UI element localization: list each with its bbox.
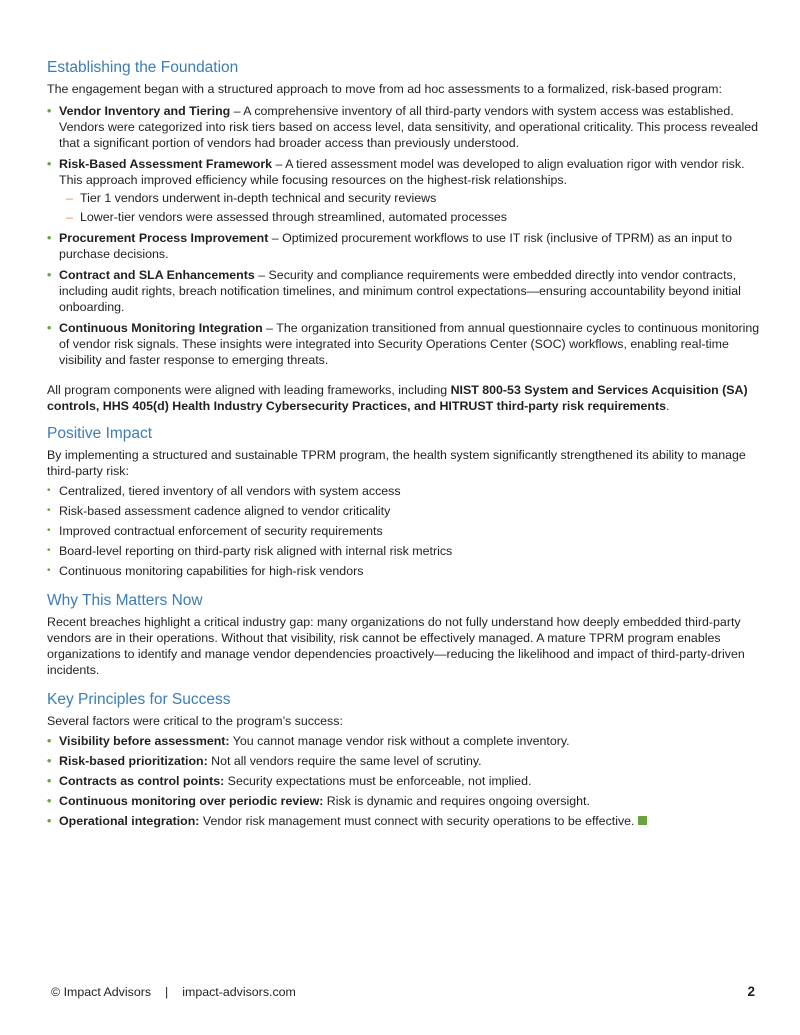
sub-list bbox=[59, 190, 763, 225]
item-text: Vendor risk management must connect with security operations to be effective. bbox=[199, 814, 635, 828]
impact-intro: By implementing a structured and sustainable TPRM program, the health system significantly strengthened its ability to manage third-party risk: bbox=[47, 448, 746, 478]
list-item: • Centralized, tiered inventory of all vendors with system access bbox=[47, 483, 763, 499]
list-item: • Board-level reporting on third-party risk aligned with internal risk metrics bbox=[47, 543, 763, 559]
item-text: – A comprehensive inventory of all third-party vendors with system access was established. Vendors were categorized into risk tiers based on access level, data sensitivity, and operational criticality. This process revealed that a significant portion of vendors had broader access than previously understood. bbox=[59, 104, 759, 150]
item-title: Continuous Monitoring Integration bbox=[59, 321, 263, 335]
item-text: Risk is dynamic and requires ongoing oversight. bbox=[323, 794, 590, 808]
frameworks-list: NIST 800-53 System and Services Acquisition (SA) controls, HHS 405(d) Health Industry Cybersecurity Practices, and HITRUST third-party risk requirements bbox=[47, 383, 748, 413]
item-text: – Optimized procurement workflows to use IT risk (inclusive of TPRM) as an input to purchase decisions. bbox=[59, 231, 733, 261]
list-item bbox=[47, 733, 763, 749]
principles-list bbox=[47, 733, 763, 829]
frameworks-lead: All program components were aligned with leading frameworks, including bbox=[47, 383, 451, 397]
item-title: Operational integration: bbox=[59, 814, 200, 828]
footer-separator: | bbox=[165, 985, 169, 999]
item-text: – The organization transitioned from annual questionnaire cycles to continuous monitoring of vendor risk signals. These insights were integrated into Security Operations Center (SOC) workflows, enabling real-time visibility and faster response to emerging threats. bbox=[59, 321, 760, 367]
list-item bbox=[47, 156, 763, 225]
impact-list bbox=[47, 483, 763, 579]
list-item: • Improved contractual enforcement of security requirements bbox=[47, 523, 763, 539]
item-title: Procurement Process Improvement bbox=[59, 231, 269, 245]
item-text: Security expectations must be enforceable, not implied. bbox=[224, 774, 532, 788]
list-item: • Continuous monitoring capabilities for high-risk vendors bbox=[47, 563, 763, 579]
list-item bbox=[47, 320, 763, 368]
item-text: You cannot manage vendor risk without a complete inventory. bbox=[229, 734, 570, 748]
footer-copyright: © Impact Advisors bbox=[51, 985, 152, 999]
sub-list-item: – Lower-tier vendors were assessed through streamlined, automated processes bbox=[59, 209, 763, 225]
foundation-intro: The engagement began with a structured approach to move from ad hoc assessments to a formalized, risk-based program: bbox=[47, 82, 722, 96]
frameworks-end: . bbox=[666, 399, 670, 413]
list-item bbox=[47, 267, 763, 315]
item-title: Risk-Based Assessment Framework bbox=[59, 157, 273, 171]
document-body bbox=[47, 58, 763, 829]
frameworks-paragraph bbox=[47, 382, 763, 414]
item-text: – Security and compliance requirements were embedded directly into vendor contracts, including audit rights, breach notification timelines, and minimum control expectations—ensuring accountability beyond initial onboarding. bbox=[59, 268, 741, 314]
footer-left bbox=[51, 984, 296, 1000]
item-text: – A tiered assessment model was developed to align evaluation rigor with vendor risk. This approach improved efficiency while focusing resources on the highest-risk relationships. bbox=[59, 157, 745, 187]
item-title: Vendor Inventory and Tiering bbox=[59, 104, 231, 118]
item-text: Not all vendors require the same level of scrutiny. bbox=[207, 754, 482, 768]
list-item: • Risk-based assessment cadence aligned to vendor criticality bbox=[47, 503, 763, 519]
section-heading-why: Why This Matters Now bbox=[47, 592, 203, 609]
footer-website-link[interactable]: impact-advisors.com bbox=[182, 985, 296, 999]
list-item bbox=[47, 103, 763, 151]
list-item bbox=[47, 753, 763, 769]
list-item bbox=[47, 230, 763, 262]
item-title: Visibility before assessment: bbox=[59, 734, 230, 748]
list-item bbox=[47, 773, 763, 789]
end-mark-square-icon bbox=[638, 816, 647, 825]
list-item bbox=[47, 813, 763, 829]
why-paragraph: Recent breaches highlight a critical industry gap: many organizations do not fully understand how deeply embedded third-party vendors are in their operations. Without that visibility, risk cannot be effectively managed. A mature TPRM program enables organizations to identify and manage vendor dependencies proactively—reducing the likelihood and impact of third-party-driven incidents. bbox=[47, 615, 745, 677]
list-item bbox=[47, 793, 763, 809]
page-number: 2 bbox=[747, 984, 755, 999]
section-heading-impact: Positive Impact bbox=[47, 425, 153, 442]
item-title: Contracts as control points: bbox=[59, 774, 225, 788]
section-heading-foundation: Establishing the Foundation bbox=[47, 59, 239, 76]
item-title: Contract and SLA Enhancements bbox=[59, 268, 255, 282]
foundation-list bbox=[47, 103, 763, 368]
item-title: Continuous monitoring over periodic review: bbox=[59, 794, 324, 808]
section-heading-principles: Key Principles for Success bbox=[47, 691, 231, 708]
principles-intro: Several factors were critical to the program’s success: bbox=[47, 714, 343, 728]
item-title: Risk-based prioritization: bbox=[59, 754, 208, 768]
sub-list-item: – Tier 1 vendors underwent in-depth technical and security reviews bbox=[59, 190, 763, 206]
